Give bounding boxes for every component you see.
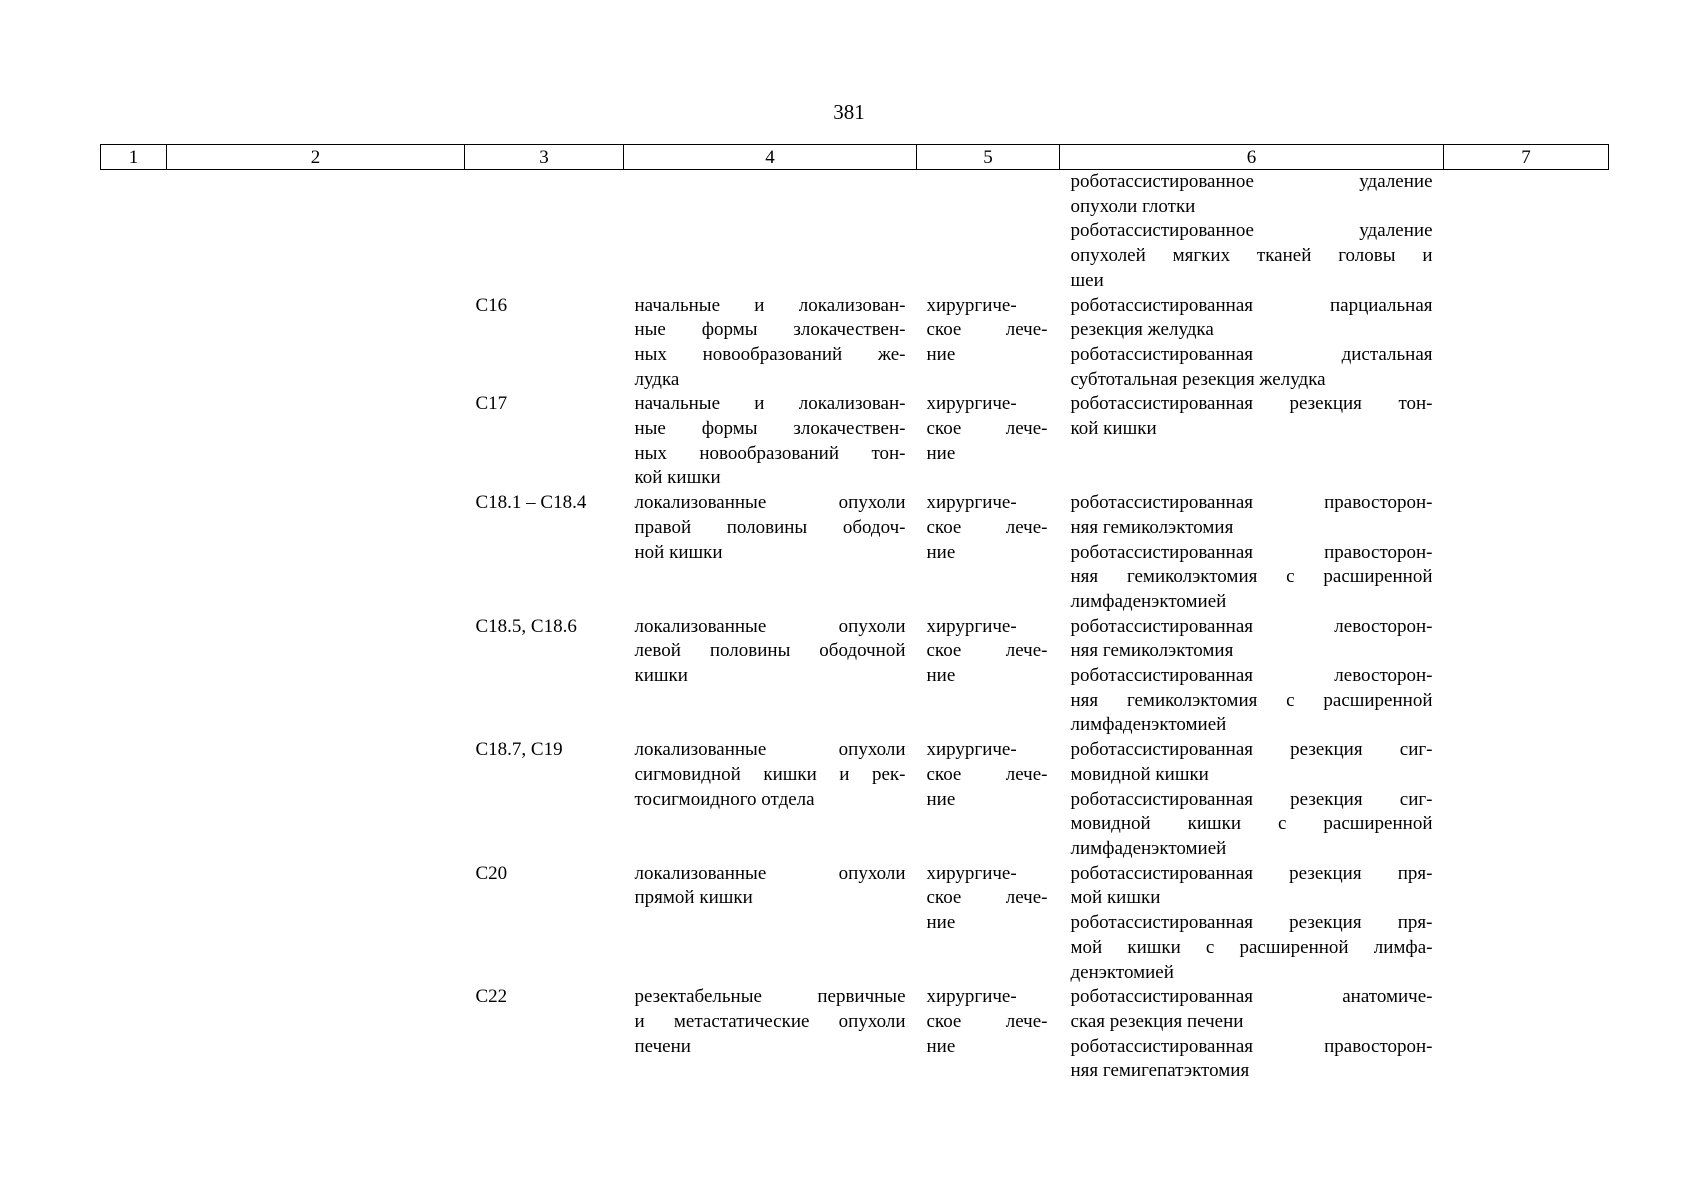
text-line: хирургиче- [926, 615, 1017, 637]
treatment-type-cell [917, 392, 1060, 491]
col-2-cell [167, 294, 465, 393]
diagnosis-code-cell [465, 392, 624, 491]
text-line: роботассистированная резекция пря- [1070, 862, 1433, 884]
text-line: мой кишки [1070, 887, 1161, 909]
patient-model-cell [624, 294, 917, 393]
col-7-cell [1444, 985, 1609, 1084]
text-line: ные формы злокачествен- [634, 319, 906, 341]
text-line: лудка [634, 368, 680, 390]
col-2-cell [167, 615, 465, 739]
diagnosis-code-cell [465, 862, 624, 986]
col-2-cell [167, 491, 465, 615]
text-line: ние [926, 442, 956, 464]
diagnosis-code-cell [465, 738, 624, 862]
table-header [101, 145, 1609, 170]
col-7-cell [1444, 392, 1609, 491]
col-1-cell [101, 294, 167, 393]
text-line: ных новообразований тон- [634, 442, 906, 464]
header-col-4: 4 [624, 145, 917, 170]
diagnosis-code: C22 [475, 986, 508, 1008]
text-line: правой половины ободоч- [634, 516, 906, 538]
patient-model-cell [624, 738, 917, 862]
text-line: лимфаденэктомией [1070, 590, 1227, 612]
treatment-method [1071, 343, 1433, 392]
treatment-method [1071, 1035, 1433, 1084]
diagnosis-code: C18.1 – C18.4 [475, 492, 587, 514]
text-line: ние [926, 912, 956, 934]
text-line: хирургиче- [926, 862, 1017, 884]
text-line: роботассистированное удаление [1070, 220, 1433, 242]
text-line: тосигмоидного отдела [634, 788, 815, 810]
diagnosis-code: C18.7, C19 [475, 739, 563, 761]
text-line: локализованные опухоли [634, 615, 906, 637]
text-line: прямой кишки [634, 887, 753, 909]
medical-table-sheet [100, 144, 1608, 1084]
treatment-method-cell [1060, 170, 1444, 294]
treatment-type-cell [917, 615, 1060, 739]
header-col-1: 1 [101, 145, 167, 170]
text-line: опухолей мягких тканей головы и [1070, 245, 1433, 267]
table-row [101, 294, 1609, 393]
treatment-method [1071, 491, 1433, 540]
col-7-cell [1444, 170, 1609, 294]
diagnosis-code: C16 [475, 294, 508, 316]
diagnosis-code: C18.5, C18.6 [475, 615, 577, 637]
col-1-cell [101, 392, 167, 491]
col-2-cell [167, 392, 465, 491]
diagnosis-code: C17 [475, 393, 508, 415]
text-line: мовидной кишки [1070, 763, 1209, 785]
text-line: начальные и локализован- [634, 294, 906, 316]
text-line: локализованные опухоли [634, 862, 906, 884]
col-1-cell [101, 170, 167, 294]
text-line: хирургиче- [926, 492, 1017, 514]
col-1-cell [101, 862, 167, 986]
page-number: 381 [833, 100, 865, 124]
text-line: ной кишки [634, 541, 723, 563]
text-line: лимфаденэктомией [1070, 837, 1227, 859]
text-line: няя гемиколэктомия [1070, 516, 1234, 538]
text-line: локализованные опухоли [634, 739, 906, 761]
col-2-cell [167, 862, 465, 986]
text-line: роботассистированная правосторон- [1070, 492, 1433, 514]
treatment-type-cell [917, 985, 1060, 1084]
text-line: печени [634, 1035, 691, 1057]
text-line: няя гемиколэктомия [1070, 640, 1234, 662]
text-line: ние [926, 665, 956, 687]
treatment-method-cell [1060, 985, 1444, 1084]
treatment-method-cell [1060, 491, 1444, 615]
text-line: роботассистированная резекция тон- [1070, 393, 1433, 415]
patient-model-cell [624, 862, 917, 986]
treatment-method-cell [1060, 862, 1444, 986]
col-1-cell [101, 615, 167, 739]
patient-model-cell [624, 170, 917, 294]
treatment-method [1071, 392, 1433, 441]
text-line: ние [926, 343, 956, 365]
col-7-cell [1444, 862, 1609, 986]
treatment-method [1071, 294, 1433, 343]
treatment-method [1071, 738, 1433, 787]
patient-model-cell [624, 615, 917, 739]
text-line: няя гемиколэктомия с расширенной [1070, 689, 1433, 711]
text-line: хирургиче- [926, 739, 1017, 761]
text-line: роботассистированная правосторон- [1070, 541, 1433, 563]
table-row [101, 491, 1609, 615]
treatment-method-cell [1060, 738, 1444, 862]
treatment-method-cell [1060, 615, 1444, 739]
treatment-method [1071, 862, 1433, 911]
text-line: няя гемиколэктомия с расширенной [1070, 566, 1433, 588]
text-line: роботассистированная левосторон- [1070, 615, 1433, 637]
treatment-type-cell [917, 294, 1060, 393]
text-line: ское лече- [926, 763, 1048, 785]
text-line: ское лече- [926, 418, 1048, 440]
diagnosis-code-cell [465, 491, 624, 615]
header-col-7: 7 [1444, 145, 1609, 170]
text-line: ское лече- [926, 640, 1048, 662]
treatment-method-cell [1060, 392, 1444, 491]
col-7-cell [1444, 491, 1609, 615]
text-line: роботассистированная резекция пря- [1070, 912, 1433, 934]
text-line: ные формы злокачествен- [634, 418, 906, 440]
table-row [101, 738, 1609, 862]
patient-model-cell [624, 985, 917, 1084]
treatment-type-cell [917, 738, 1060, 862]
text-line: роботассистированная резекция сиг- [1070, 788, 1433, 810]
text-line: локализованные опухоли [634, 492, 906, 514]
treatment-type-cell [917, 862, 1060, 986]
patient-model-cell [624, 392, 917, 491]
text-line: хирургиче- [926, 294, 1017, 316]
treatment-table [100, 144, 1609, 1084]
text-line: роботассистированная анатомиче- [1070, 986, 1433, 1008]
col-2-cell [167, 738, 465, 862]
text-line: роботассистированная дистальная [1070, 343, 1433, 365]
table-row [101, 985, 1609, 1084]
table-body [101, 170, 1609, 1085]
table-row [101, 170, 1609, 294]
header-col-5: 5 [917, 145, 1060, 170]
text-line: ское лече- [926, 516, 1048, 538]
text-line: начальные и локализован- [634, 393, 906, 415]
text-line: роботассистированная правосторон- [1070, 1035, 1433, 1057]
diagnosis-code-cell [465, 170, 624, 294]
header-row [101, 145, 1609, 170]
col-7-cell [1444, 738, 1609, 862]
text-line: ние [926, 541, 956, 563]
table-row [101, 862, 1609, 986]
treatment-method [1071, 788, 1433, 862]
table-row [101, 392, 1609, 491]
col-1-cell [101, 491, 167, 615]
diagnosis-code-cell [465, 615, 624, 739]
text-line: няя гемигепатэктомия [1070, 1060, 1250, 1082]
text-line: хирургиче- [926, 393, 1017, 415]
text-line: денэктомией [1070, 961, 1174, 983]
text-line: ское лече- [926, 887, 1048, 909]
diagnosis-code-cell [465, 985, 624, 1084]
text-line: мовидной кишки с расширенной [1070, 813, 1433, 835]
col-7-cell [1444, 615, 1609, 739]
text-line: резекция желудка [1070, 319, 1214, 341]
text-line: хирургиче- [926, 986, 1017, 1008]
treatment-method-cell [1060, 294, 1444, 393]
treatment-method [1071, 170, 1433, 219]
text-line: ние [926, 1035, 956, 1057]
header-col-2: 2 [167, 145, 465, 170]
text-line: кой кишки [634, 467, 721, 489]
text-line: субтотальная резекция желудка [1070, 368, 1326, 390]
text-line: ское лече- [926, 319, 1048, 341]
treatment-method [1071, 219, 1433, 293]
text-line: роботассистированная парциальная [1070, 294, 1433, 316]
text-line: кишки [634, 665, 688, 687]
patient-model-cell [624, 491, 917, 615]
treatment-method [1071, 911, 1433, 985]
text-line: роботассистированная левосторон- [1070, 665, 1433, 687]
treatment-method [1071, 985, 1433, 1034]
text-line: ская резекция печени [1070, 1010, 1244, 1032]
treatment-method [1071, 541, 1433, 615]
diagnosis-code: C20 [475, 862, 508, 884]
text-line: опухоли глотки [1070, 195, 1196, 217]
col-1-cell [101, 985, 167, 1084]
treatment-type-cell [917, 491, 1060, 615]
col-7-cell [1444, 294, 1609, 393]
text-line: резектабельные первичные [634, 986, 906, 1008]
text-line: мой кишки с расширенной лимфа- [1070, 936, 1433, 958]
text-line: и метастатические опухоли [634, 1010, 906, 1032]
col-2-cell [167, 985, 465, 1084]
text-line: ское лече- [926, 1010, 1048, 1032]
text-line: кой кишки [1070, 418, 1157, 440]
col-1-cell [101, 738, 167, 862]
col-2-cell [167, 170, 465, 294]
header-col-3: 3 [465, 145, 624, 170]
treatment-type-cell [917, 170, 1060, 294]
table-row [101, 615, 1609, 739]
text-line: сигмовидной кишки и рек- [634, 763, 906, 785]
text-line: лимфаденэктомией [1070, 714, 1227, 736]
treatment-method [1071, 615, 1433, 664]
text-line: роботассистированное удаление [1070, 171, 1433, 192]
text-line: ных новообразований же- [634, 343, 906, 365]
text-line: роботассистированная резекция сиг- [1070, 739, 1433, 761]
text-line: ние [926, 788, 956, 810]
text-line: шеи [1070, 269, 1104, 291]
header-col-6: 6 [1060, 145, 1444, 170]
treatment-method [1071, 664, 1433, 738]
diagnosis-code-cell [465, 294, 624, 393]
text-line: левой половины ободочной [634, 640, 906, 662]
